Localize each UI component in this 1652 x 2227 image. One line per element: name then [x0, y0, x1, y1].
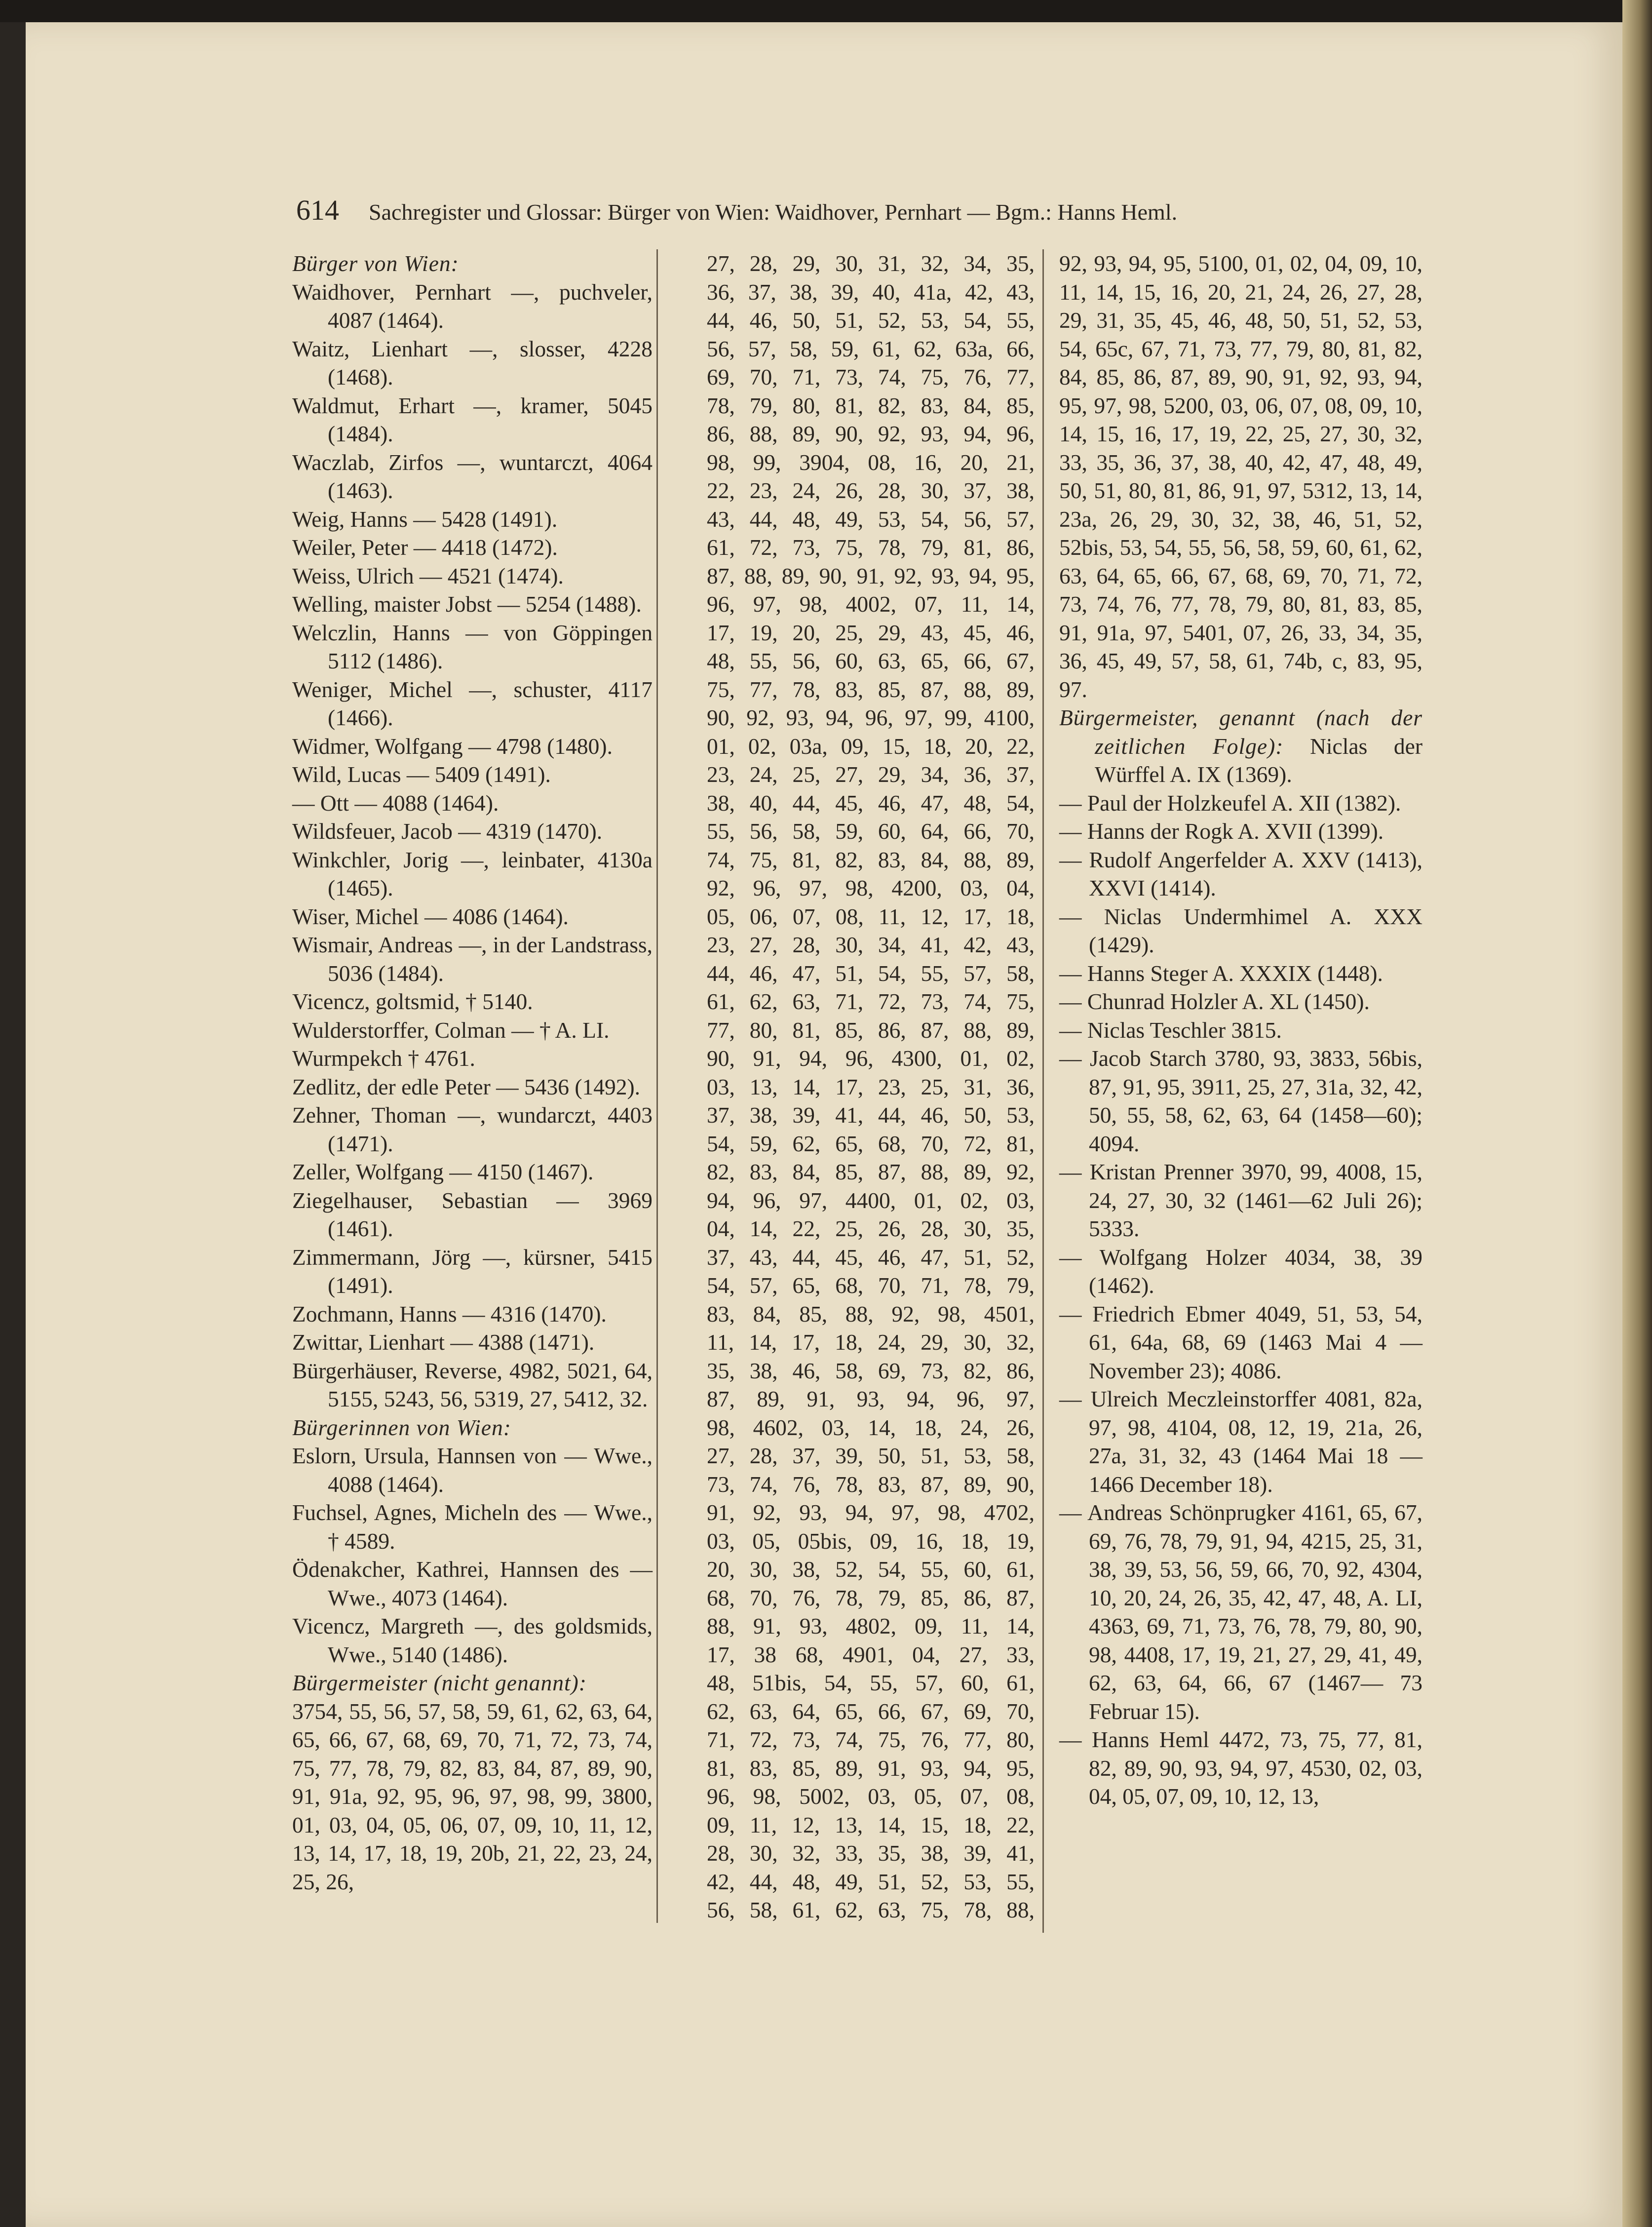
index-number-line: 37, 43, 44, 45, 46, 47, 51, 52,	[707, 1244, 1035, 1270]
index-entry: Ziegelhauser, Sebastian — 3969 (1461).	[292, 1187, 653, 1241]
index-number-line: 90, 92, 93, 94, 96, 97, 99, 4100,	[707, 705, 1035, 730]
index-entry: Wismair, Andreas —, in der Landstrass, 5036 (1484).	[292, 932, 653, 986]
index-number-line: 90, 91, 94, 96, 4300, 01, 02,	[707, 1046, 1035, 1071]
index-number-line: 81, 83, 85, 89, 91, 93, 94, 95,	[707, 1755, 1035, 1781]
index-number-line: 74, 75, 81, 82, 83, 84, 88, 89,	[707, 847, 1035, 872]
index-entry: Bürgerhäuser, Reverse, 4982, 5021, 64, 5155, 5243, 56, 5319, 27, 5412, 32.	[292, 1358, 653, 1411]
index-number-line: 96, 98, 5002, 03, 05, 07, 08,	[707, 1784, 1035, 1809]
index-section-heading: Bürgerinnen von Wien:	[292, 1414, 511, 1440]
index-number-line: 37, 38, 39, 41, 44, 46, 50, 53,	[707, 1102, 1035, 1128]
index-number-line: 56, 57, 58, 59, 61, 62, 63a, 66,	[707, 336, 1035, 361]
index-entry: Zochmann, Hanns — 4316 (1470).	[292, 1301, 607, 1327]
index-number-line: 55, 56, 58, 59, 60, 64, 66, 70,	[707, 819, 1035, 844]
index-number-line: 88, 91, 93, 4802, 09, 11, 14,	[707, 1613, 1035, 1639]
index-number-line: 48, 51bis, 54, 55, 57, 60, 61,	[707, 1670, 1035, 1695]
index-subentry: — Jacob Starch 3780, 93, 3833, 56bis, 87, 91, 95, 3911, 25, 27, 31a, 32, 42, 50, 55, 58, 62, 63, 64 (1458—60); 4094.	[1059, 1046, 1422, 1156]
index-entry: Zwittar, Lienhart — 4388 (1471).	[292, 1329, 595, 1355]
index-entry: Wild, Lucas — 5409 (1491).	[292, 762, 551, 787]
index-number-line: 03, 13, 14, 17, 23, 25, 31, 36,	[707, 1074, 1035, 1099]
index-subentry: — Hanns der Rogk A. XVII (1399).	[1059, 819, 1384, 844]
index-number-line: 96, 97, 98, 4002, 07, 11, 14,	[707, 591, 1035, 617]
index-entry: Wurmpekch † 4761.	[292, 1046, 475, 1071]
index-subentry: — Rudolf Angerfelder A. XXV (1413), XXVI (1414).	[1059, 847, 1422, 900]
index-entry-label: Bürgermeister, genannt (nach der zeitlichen Folge):	[1059, 705, 1422, 759]
index-number-line: 54, 59, 62, 65, 68, 70, 72, 81,	[707, 1131, 1035, 1156]
index-entry: Welling, maister Jobst — 5254 (1488).	[292, 591, 642, 617]
index-number-line: 48, 55, 56, 60, 63, 65, 66, 67,	[707, 648, 1035, 673]
index-number-line: 11, 14, 17, 18, 24, 29, 30, 32,	[707, 1329, 1035, 1355]
index-subentry: — Friedrich Ebmer 4049, 51, 53, 54, 61, 64a, 68, 69 (1463 Mai 4 — November 23); 4086.	[1059, 1301, 1422, 1383]
index-number-line: 20, 30, 38, 52, 54, 55, 60, 61,	[707, 1557, 1035, 1582]
index-subentry: — Paul der Holzkeufel A. XII (1382).	[1059, 790, 1401, 816]
index-column-3	[1059, 249, 1422, 1811]
index-entry: Zedlitz, der edle Peter — 5436 (1492).	[292, 1074, 641, 1099]
index-number-line: 62, 63, 64, 65, 66, 67, 69, 70,	[707, 1698, 1035, 1724]
index-entry: Waitz, Lienhart —, slosser, 4228 (1468).	[292, 336, 653, 390]
index-entry: Welczlin, Hanns — von Göppingen 5112 (1486).	[292, 620, 653, 673]
index-entry: Winkchler, Jorig —, leinbater, 4130a (1465).	[292, 847, 653, 900]
index-number-line: 98, 99, 3904, 08, 16, 20, 21,	[707, 449, 1035, 475]
index-number-line: 54, 57, 65, 68, 70, 71, 78, 79,	[707, 1273, 1035, 1298]
index-number-line: 73, 74, 76, 78, 83, 87, 89, 90,	[707, 1471, 1035, 1497]
column-rule-2	[1042, 249, 1044, 1933]
index-subentry: — Niclas Undermhimel A. XXX (1429).	[1059, 903, 1422, 957]
index-entry: Weig, Hanns — 5428 (1491).	[292, 506, 558, 532]
index-entry: Zeller, Wolfgang — 4150 (1467).	[292, 1159, 594, 1184]
index-number-line: 35, 38, 46, 58, 69, 73, 82, 86,	[707, 1358, 1035, 1383]
index-number-line: 27, 28, 37, 39, 50, 51, 53, 58,	[707, 1443, 1035, 1468]
index-number-line: 01, 02, 03a, 09, 15, 18, 20, 22,	[707, 733, 1035, 759]
index-number-line: 56, 58, 61, 62, 63, 75, 78, 88,	[707, 1897, 1035, 1922]
page-number: 614	[296, 194, 339, 226]
index-number-line: 28, 30, 32, 33, 35, 38, 39, 41,	[707, 1840, 1035, 1866]
index-number-line: 03, 05, 05bis, 09, 16, 18, 19,	[707, 1528, 1035, 1554]
index-number-line: 68, 70, 76, 78, 79, 85, 86, 87,	[707, 1585, 1035, 1610]
index-entry: Waczlab, Zirfos —, wuntarczt, 4064 (1463).	[292, 449, 653, 503]
index-number-line: 94, 96, 97, 4400, 01, 02, 03,	[707, 1187, 1035, 1213]
index-entry: Weiss, Ulrich — 4521 (1474).	[292, 563, 564, 588]
index-subentry: — Hanns Heml 4472, 73, 75, 77, 81, 82, 89, 90, 93, 94, 97, 4530, 02, 03, 04, 05, 07, 09, 10, 12, 13,	[1059, 1727, 1422, 1809]
index-entry: Vicencz, Margreth —, des goldsmids, Wwe., 5140 (1486).	[292, 1613, 653, 1667]
index-entry: Zimmermann, Jörg —, kürsner, 5415 (1491).	[292, 1244, 653, 1298]
index-entry: Waidhover, Pernhart —, puchveler, 4087 (1464).	[292, 279, 653, 333]
index-number-line: 23, 27, 28, 30, 34, 41, 42, 43,	[707, 932, 1035, 957]
running-head	[296, 194, 1323, 228]
index-subentry: — Kristan Prenner 3970, 99, 4008, 15, 24, 27, 30, 32 (1461—62 Juli 26); 5333.	[1059, 1159, 1422, 1241]
index-number-line: 04, 14, 22, 25, 26, 28, 30, 35,	[707, 1216, 1035, 1241]
index-number-line: 43, 44, 48, 49, 53, 54, 56, 57,	[707, 506, 1035, 532]
index-entry-text: Niclas der Würffel A. IX (1369).	[1095, 733, 1422, 787]
index-number-line: 69, 70, 71, 73, 74, 75, 76, 77,	[707, 364, 1035, 390]
index-entry: Ödenakcher, Kathrei, Hannsen des — Wwe., 4073 (1464).	[292, 1557, 653, 1610]
index-number-line: 05, 06, 07, 08, 11, 12, 17, 18,	[707, 903, 1035, 929]
scan-top-edge	[0, 0, 1652, 22]
index-number-line: 87, 88, 89, 90, 91, 92, 93, 94, 95,	[707, 563, 1035, 588]
index-subentry: — Niclas Teschler 3815.	[1059, 1017, 1282, 1043]
index-section-heading: Bürgermeister (nicht genannt):	[292, 1670, 587, 1695]
index-subentry: — Hanns Steger A. XXXIX (1448).	[1059, 960, 1383, 986]
index-entry: Wiser, Michel — 4086 (1464).	[292, 903, 569, 929]
index-entry: Zehner, Thoman —, wundarczt, 4403 (1471).	[292, 1102, 653, 1156]
index-number-line: 27, 28, 29, 30, 31, 32, 34, 35,	[707, 251, 1035, 276]
index-subentry: — Wolfgang Holzer 4034, 38, 39 (1462).	[1059, 1244, 1422, 1298]
index-number-line: 17, 19, 20, 25, 29, 43, 45, 46,	[707, 620, 1035, 645]
index-number-line: 44, 46, 47, 51, 54, 55, 57, 58,	[707, 960, 1035, 986]
index-column-1	[292, 249, 653, 1896]
index-entry: Weiler, Peter — 4418 (1472).	[292, 535, 558, 560]
index-number-line: 17, 38 68, 4901, 04, 27, 33,	[707, 1641, 1035, 1667]
index-number-line: 87, 89, 91, 93, 94, 96, 97,	[707, 1386, 1035, 1411]
index-number-line: 09, 11, 12, 13, 14, 15, 18, 22,	[707, 1812, 1035, 1837]
index-entry-with-label	[1059, 703, 1422, 789]
index-entry: Weniger, Michel —, schuster, 4117 (1466).	[292, 676, 653, 730]
index-entry: Waldmut, Erhart —, kramer, 5045 (1484).	[292, 392, 653, 446]
index-entry: — Ott — 4088 (1464).	[292, 790, 499, 816]
index-column-2	[707, 249, 1035, 1924]
index-number-line: 61, 62, 63, 71, 72, 73, 74, 75,	[707, 989, 1035, 1014]
index-number-line: 42, 44, 48, 49, 51, 52, 53, 55,	[707, 1869, 1035, 1894]
index-number-line: 23, 24, 25, 27, 29, 34, 36, 37,	[707, 762, 1035, 787]
index-number-line: 91, 92, 93, 94, 97, 98, 4702,	[707, 1500, 1035, 1525]
index-entry: Wildsfeuer, Jacob — 4319 (1470).	[292, 819, 603, 844]
index-number-list: 3754, 55, 56, 57, 58, 59, 61, 62, 63, 64, 65, 66, 67, 68, 69, 70, 71, 72, 73, 74, 75, 77, 78, 79, 82, 83, 84, 87, 89, 90, 91, 91a, 92, 95, 96, 97, 98, 99, 3800, 01, 03, 04, 05, 06, 07, 09, 10, 11, 12, 13, 14, 17, 18, 19, 20b, 21, 22, 23, 24, 25, 26,	[292, 1698, 653, 1894]
index-number-list: 92, 93, 94, 95, 5100, 01, 02, 04, 09, 10, 11, 14, 15, 16, 20, 21, 24, 26, 27, 28, 29, 31, 35, 45, 46, 48, 50, 51, 52, 53, 54, 65c, 67, 71, 73, 77, 79, 80, 81, 82, 84, 85, 86, 87, 89, 90, 91, 92, 93, 94, 95, 97, 98, 5200, 03, 06, 07, 08, 09, 10, 14, 15, 16, 17, 19, 22, 25, 27, 30, 32, 33, 35, 36, 37, 38, 40, 42, 47, 48, 49, 50, 51, 80, 81, 86, 91, 97, 5312, 13, 14, 23a, 26, 29, 30, 32, 38, 46, 51, 52, 52bis, 53, 54, 55, 56, 58, 59, 60, 61, 62, 63, 64, 65, 66, 67, 68, 69, 70, 71, 72, 73, 74, 76, 77, 78, 79, 80, 81, 83, 85, 91, 91a, 97, 5401, 07, 26, 33, 34, 35, 36, 45, 49, 57, 58, 61, 74b, c, 83, 95, 97.	[1059, 251, 1422, 702]
index-entry: Widmer, Wolfgang — 4798 (1480).	[292, 733, 613, 759]
index-section-heading: Bürger von Wien:	[292, 251, 459, 276]
index-number-line: 71, 72, 73, 74, 75, 76, 77, 80,	[707, 1727, 1035, 1752]
index-entry: Vicencz, goltsmid, † 5140.	[292, 989, 533, 1014]
index-number-line: 82, 83, 84, 85, 87, 88, 89, 92,	[707, 1159, 1035, 1184]
index-number-line: 22, 23, 24, 26, 28, 30, 37, 38,	[707, 478, 1035, 503]
index-number-line: 86, 88, 89, 90, 92, 93, 94, 96,	[707, 421, 1035, 446]
index-subentry: — Andreas Schönprugker 4161, 65, 67, 69, 76, 78, 79, 91, 94, 4215, 25, 31, 38, 39, 53, 56, 59, 66, 70, 92, 4304, 10, 20, 24, 26, 35, 42, 47, 48, A. LI, 4363, 69, 71, 73, 76, 78, 79, 80, 90, 98, 4408, 17, 19, 21, 27, 29, 41, 49, 62, 63, 64, 66, 67 (1467— 73 Februar 15).	[1059, 1500, 1422, 1724]
index-number-line: 44, 46, 50, 51, 52, 53, 54, 55,	[707, 308, 1035, 333]
index-number-line: 83, 84, 85, 88, 92, 98, 4501,	[707, 1301, 1035, 1327]
index-number-line: 77, 80, 81, 85, 86, 87, 88, 89,	[707, 1017, 1035, 1043]
index-number-line: 61, 72, 73, 75, 78, 79, 81, 86,	[707, 535, 1035, 560]
index-subentry: — Chunrad Holzler A. XL (1450).	[1059, 989, 1370, 1014]
index-subentry: — Ulreich Meczleinstorffer 4081, 82a, 97, 98, 4104, 08, 12, 19, 21a, 26, 27a, 31, 32, 43 (1464 Mai 18 — 1466 December 18).	[1059, 1386, 1422, 1497]
index-entry: Eslorn, Ursula, Hannsen von — Wwe., 4088 (1464).	[292, 1443, 653, 1497]
index-number-line: 75, 77, 78, 83, 85, 87, 88, 89,	[707, 676, 1035, 702]
index-number-line: 38, 40, 44, 45, 46, 47, 48, 54,	[707, 790, 1035, 816]
index-number-line: 98, 4602, 03, 14, 18, 24, 26,	[707, 1414, 1035, 1440]
book-spine-edge	[1622, 0, 1652, 2227]
index-number-line: 92, 96, 97, 98, 4200, 03, 04,	[707, 875, 1035, 900]
column-rule-1	[656, 249, 658, 1923]
index-number-line: 36, 37, 38, 39, 40, 41a, 42, 43,	[707, 279, 1035, 305]
index-number-line: 78, 79, 80, 81, 82, 83, 84, 85,	[707, 392, 1035, 418]
index-entry: Wulderstorffer, Colman — † A. LI.	[292, 1017, 610, 1043]
running-head-title: Sachregister und Glossar: Bürger von Wien: Waidhover, Pernhart — Bgm.: Hanns Heml.	[369, 199, 1178, 225]
index-entry: Fuchsel, Agnes, Micheln des — Wwe., † 4589.	[292, 1500, 653, 1554]
